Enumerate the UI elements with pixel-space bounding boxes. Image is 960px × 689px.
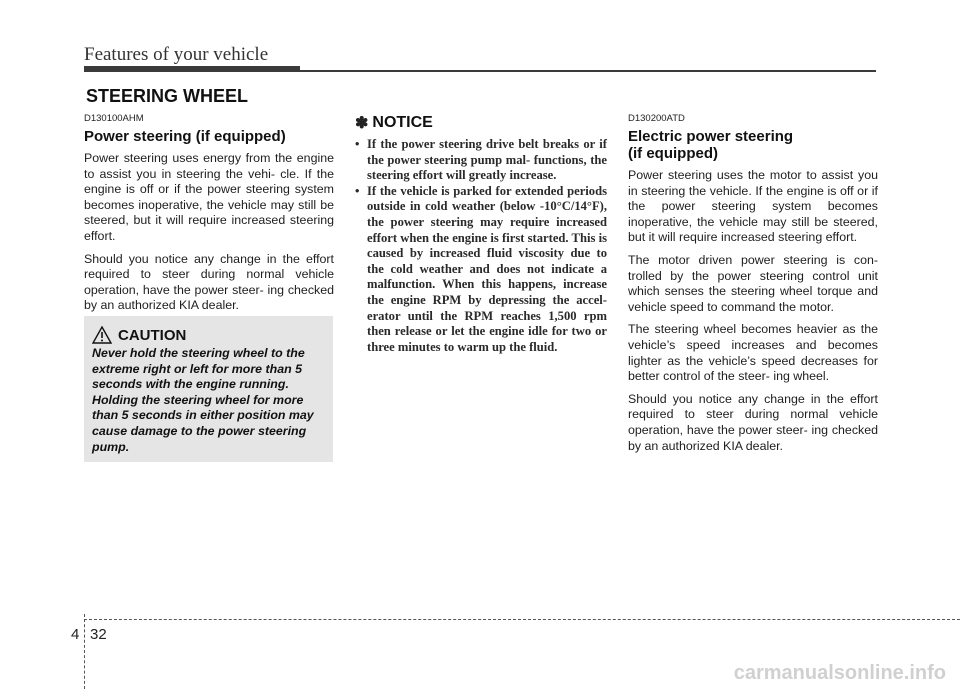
page-header-title: Features of your vehicle [84, 44, 269, 65]
header-rule-thin [300, 70, 876, 72]
paragraph: The steering wheel becomes heavier as the vehicle’s speed increases and becomes lighter as the vehicle’s speed decreases for better control of the steer- ing wheel. [628, 322, 878, 384]
section-code: D130100AHM [84, 113, 144, 124]
paragraph: Should you notice any change in the effort required to steer during normal vehicle operation, have the power steer- ing checked by an authorized KIA dealer. [628, 391, 878, 453]
subsection-heading [628, 128, 878, 162]
header-rule-thick [84, 66, 300, 72]
list-item [355, 137, 607, 184]
heading-line: Electric power steering [628, 128, 794, 145]
notice-list [355, 137, 607, 355]
footer-divider [84, 614, 86, 689]
heading-line: (if equipped) [628, 145, 718, 162]
paragraph: Should you notice any change in the effort required to steer during normal vehicle operation, have the power steer- ing checked by an authorized KIA dealer. [84, 251, 334, 313]
notice-asterisk-icon: ✽ [355, 115, 369, 132]
caution-label: CAUTION [118, 326, 187, 344]
column-notice [355, 113, 607, 355]
section-code: D130200ATD [628, 113, 685, 124]
paragraph: Power steering uses energy from the engine to assist you in steering the vehi- cle. If the engine is off or if the power steering system becomes inoperative, the vehicle may still be steered, but it will require increased steering effort. [84, 151, 334, 243]
chapter-number: 4 [71, 626, 80, 643]
footer-rule [84, 619, 960, 620]
notice-header [355, 113, 607, 133]
column-electric-power-steering [628, 113, 878, 461]
column-power-steering [84, 113, 334, 321]
caution-header [92, 326, 186, 344]
paragraph: Power steering uses the motor to assist you in steering the vehicle. If the engine is off or if the power steering system becomes inoperative, the vehicle may still be steered, but it will require increased steering effort. [628, 168, 878, 245]
subsection-heading: Power steering (if equipped) [84, 128, 286, 145]
notice-item-text: If the power steering drive belt breaks or if the power steering pump mal- functions, the steering effort will greatly increase. [367, 137, 607, 183]
notice-item-text: If the vehicle is parked for extended periods outside in cold weather (below -10°C/14°F), the power steering may require increased effort when the engine is first started. This is caused by increased fluid viscosity due to the cold weather and does not indicate a malfunction. When this happens, increase the engine RPM by depressing the accel- erator until the RPM reaches 1,500 rpm then release or let the engine idle for two or three minutes to warm up the fluid. [367, 183, 607, 354]
page-number: 32 [90, 626, 107, 643]
warning-triangle-icon [92, 326, 112, 344]
caution-box [84, 316, 333, 462]
watermark: carmanualsonline.info [733, 662, 946, 684]
bullet-icon: • [355, 137, 360, 151]
list-item [355, 184, 607, 356]
paragraph: The motor driven power steering is con- trolled by the power steering control unit which senses the steering wheel torque and vehicle speed to command the motor. [628, 252, 878, 314]
notice-label: NOTICE [372, 114, 433, 131]
bullet-icon: • [355, 183, 360, 198]
caution-text: Never hold the steering wheel to the extreme right or left for more than 5 seconds with the engine running. Holding the steering wheel for more than 5 seconds in either position may cause damage to the power steering pump. [92, 346, 314, 454]
section-title: STEERING WHEEL [86, 86, 249, 106]
